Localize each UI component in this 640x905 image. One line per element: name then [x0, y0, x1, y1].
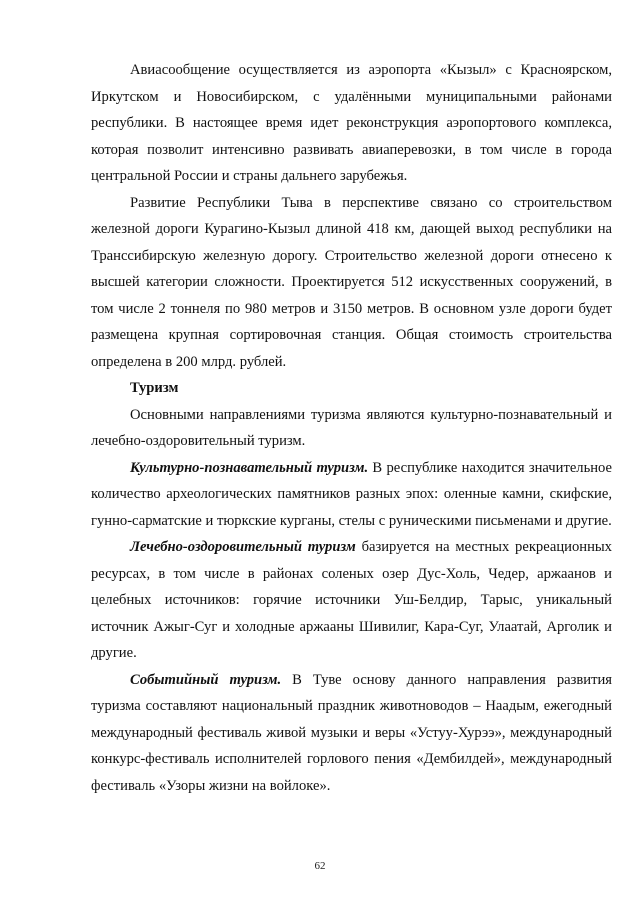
- paragraph-railway: Развитие Республики Тыва в перспективе связано со строительством железной дороги Курагино-Кызыл длиной 418 км, дающей выход республики на Транссибирскую железную дорогу. Строительство железной дороги отнесено к высшей категории сложности. Проектируется 512 искусственных сооружений, в том числе 2 тоннеля по 980 метров и 3150 метров. В основном узле дороги будет размещена крупная сортировочная станция. Общая стоимость строительства определена в 200 млрд. рублей.: [91, 194, 612, 370]
- term-cultural-tourism: Культурно-познавательный туризм.: [130, 459, 369, 476]
- paragraph-event-tourism: [91, 667, 612, 800]
- paragraph-health-tourism: [91, 534, 612, 667]
- page-number: 62: [314, 860, 326, 872]
- paragraph-air-transport: Авиасообщение осуществляется из аэропорта «Кызыл» с Красноярском, Иркутском и Новосибирском, с удалёнными муниципальными районами республики. В настоящее время идет реконструкция аэропортового комплекса, которая позволит интенсивно развивать авиаперевозки, в том числе в города центральной России и страны дальнего зарубежья.: [91, 62, 612, 184]
- text-health-tourism: базируется на местных рекреационных ресурсах, в том числе в районах соленых озер Дус-Холь, Чедер, аржаанов и целебных источников: горячие источники Уш-Белдир, Тарыс, уникальный источник Ажыг-Суг и холодные аржааны Шивилиг, Кара-Суг, Улаатай, Арголик и другие.: [91, 539, 612, 661]
- text-cultural-tourism: В республике находится значительное количество археологических памятников разных эпох: оленные камни, скифские, гунно-сарматские и тюркские курганы, стелы с руническими письменами и другие.: [91, 459, 612, 529]
- term-health-tourism: Лечебно-оздоровительный туризм: [130, 539, 356, 555]
- text-event-tourism: В Туве основу данного направления развития туризма составляют национальный праздник животноводов – Наадым, ежегодный международный фестиваль живой музыки и веры «Устуу-Хурээ», международный конкурс-фестиваль исполнителей горлового пения «Дембилдей», международный фестиваль «Узоры жизни на войлоке».: [91, 671, 612, 794]
- section-heading-tourism: Туризм: [130, 380, 179, 396]
- paragraph-tourism-directions: Основными направлениями туризма являются культурно-познавательный и лечебно-оздоровительный туризм.: [91, 406, 612, 449]
- paragraph-cultural-tourism: [91, 455, 612, 535]
- term-event-tourism: Событийный туризм.: [130, 671, 282, 688]
- document-page: [91, 57, 612, 799]
